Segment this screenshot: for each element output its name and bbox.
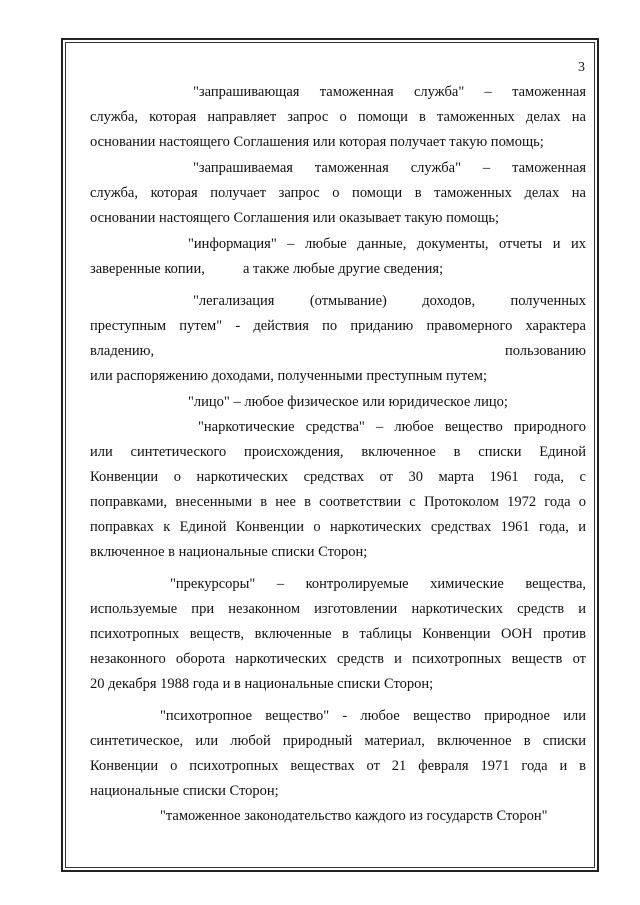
text-line: "прекурсоры" – контролируемые химические вещества,: [170, 576, 586, 592]
text-line: основании настоящего Соглашения или оказывает такую помощь;: [90, 210, 500, 226]
text-line: пользованию: [504, 343, 586, 359]
text-line: национальные списки Сторон;: [90, 783, 279, 799]
text-line: заверенные копии,: [90, 261, 205, 277]
text-line: используемые при незаконном изготовлении наркотических средств и: [90, 601, 586, 617]
text-line: "таможенное законодательство каждого из государств Сторон": [160, 808, 548, 824]
text-line: 20 декабря 1988 года и в национальные списки Сторон;: [90, 676, 434, 692]
text-line: служба, которая направляет запрос о помощи в таможенных делах на: [90, 109, 586, 125]
text-line: поправках к Единой Конвенции о наркотических средствах 1961 года, и: [90, 519, 586, 535]
text-line: "психотропное вещество" - любое вещество природное или: [160, 708, 586, 724]
text-line: преступным путем" - действия по приданию правомерного характера: [90, 318, 586, 334]
text-line: Конвенции о наркотических средствах от 30 марта 1961 года, с: [90, 469, 586, 485]
text-line: "легализация (отмывание) доходов, полученных: [193, 293, 586, 309]
text-line: Конвенции о психотропных веществах от 21 февраля 1971 года и в: [90, 758, 586, 774]
text-line: или распоряжению доходами, полученными преступным путем;: [90, 368, 488, 384]
text-line: психотропных веществ, включенные в таблицы Конвенции ООН против: [90, 626, 586, 642]
text-line: поправками, внесенными в нее в соответствии с Протоколом 1972 года о: [90, 494, 586, 510]
text-line: владению,: [90, 343, 155, 359]
text-line: основании настоящего Соглашения или которая получает такую помощь;: [90, 134, 544, 150]
text-line: "запрашивающая таможенная служба" – таможенная: [193, 84, 586, 100]
text-line: "запрашиваемая таможенная служба" – таможенная: [193, 160, 586, 176]
text-line: синтетическое, или любой природный материал, включенное в списки: [90, 733, 586, 749]
text-line: служба, которая получает запрос о помощи в таможенных делах на: [90, 185, 586, 201]
page-number: 3: [578, 60, 585, 75]
text-line: или синтетического происхождения, включенное в списки Единой: [90, 444, 586, 460]
text-line: "информация" – любые данные, документы, отчеты и их: [188, 236, 586, 252]
text-line: "наркотические средства" – любое вещество природного: [198, 419, 586, 435]
text-line: включенное в национальные списки Сторон;: [90, 544, 368, 560]
text-line: "лицо" – любое физическое или юридическое лицо;: [188, 394, 508, 410]
text-line: а также любые другие сведения;: [243, 261, 444, 277]
text-line: незаконного оборота наркотических средств и психотропных веществ от: [90, 651, 586, 667]
